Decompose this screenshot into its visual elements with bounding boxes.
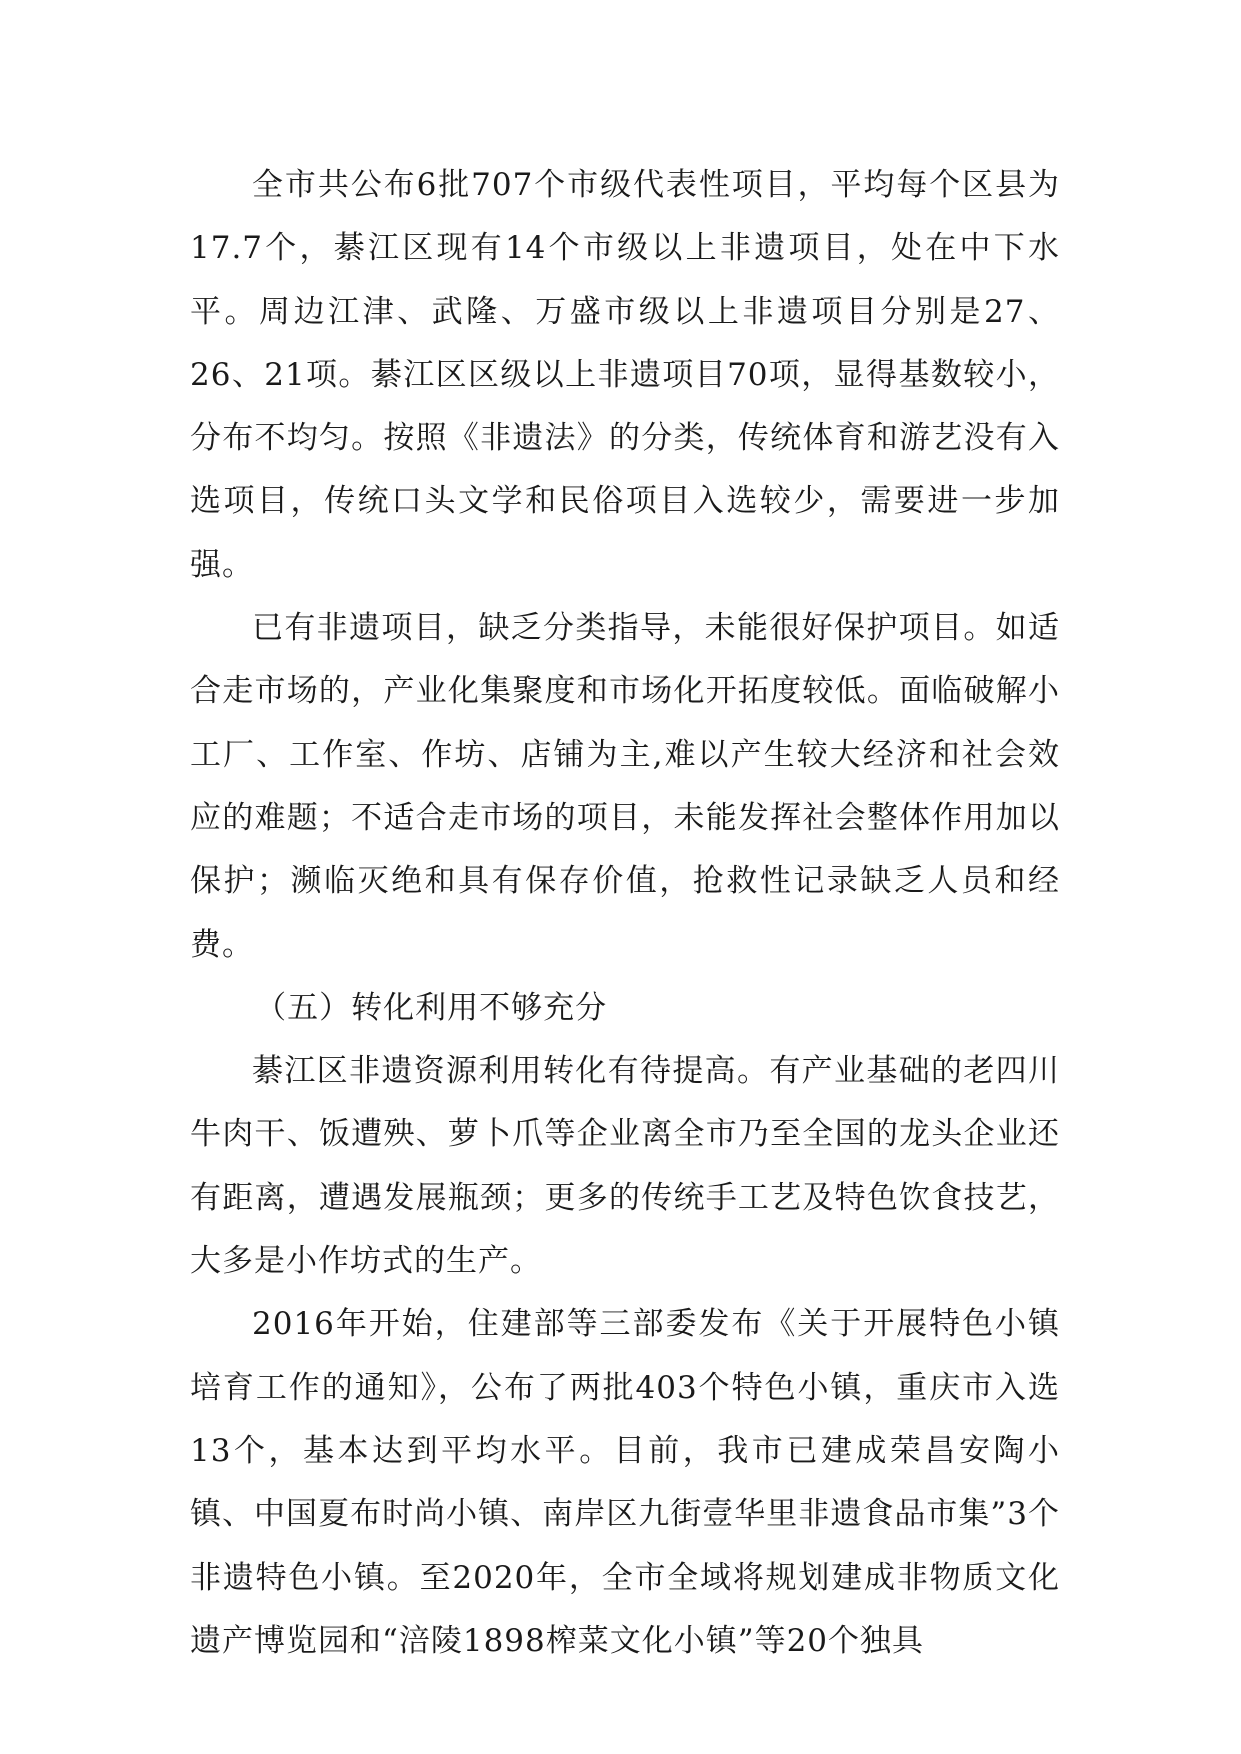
paragraph-protection-issues: 已有非遗项目，缺乏分类指导，未能很好保护项目。如适合走市场的，产业化集聚度和市场化开拓度较低。面临破解小工厂、工作室、作坊、店铺为主,难以产生较大经济和社会效应的难题；不适合走市场的项目，未能发挥社会整体作用加以保护；濒临灭绝和具有保存价值，抢救性记录缺乏人员和经费。 [190,610,1060,963]
paragraph-resource-utilization: 綦江区非遗资源利用转化有待提高。有产业基础的老四川牛肉干、饭遭殃、萝卜爪等企业离全市乃至全国的龙头企业还有距离，遭遇发展瓶颈；更多的传统手工艺及特色饮食技艺，大多是小作坊式的生产。 [190,1053,1060,1280]
paragraph-project-count: 全市共公布6批707个市级代表性项目，平均每个区县为17.7个，綦江区现有14个市级以上非遗项目，处在中下水平。周边江津、武隆、万盛市级以上非遗项目分别是27、26、21项。綦江区区级以上非遗项目70项，显得基数较小，分布不均匀。按照《非遗法》的分类，传统体育和游艺没有入选项目，传统口头文学和民俗项目入选较少，需要进一步加强。 [190,167,1060,583]
section-heading: （五）转化利用不够充分 [255,989,608,1026]
document-body [190,154,1060,1673]
paragraph-featured-towns: 2016年开始，住建部等三部委发布《关于开展特色小镇培育工作的通知》，公布了两批403个特色小镇，重庆市入选13个，基本达到平均水平。目前，我市已建成荣昌安陶小镇、中国夏布时尚小镇、南岸区九街壹华里非遗食品市集”3个非遗特色小镇。至2020年，全市全域将规划建成非物质文化遗产博览园和“涪陵1898榨菜文化小镇”等20个独具 [190,1306,1060,1659]
